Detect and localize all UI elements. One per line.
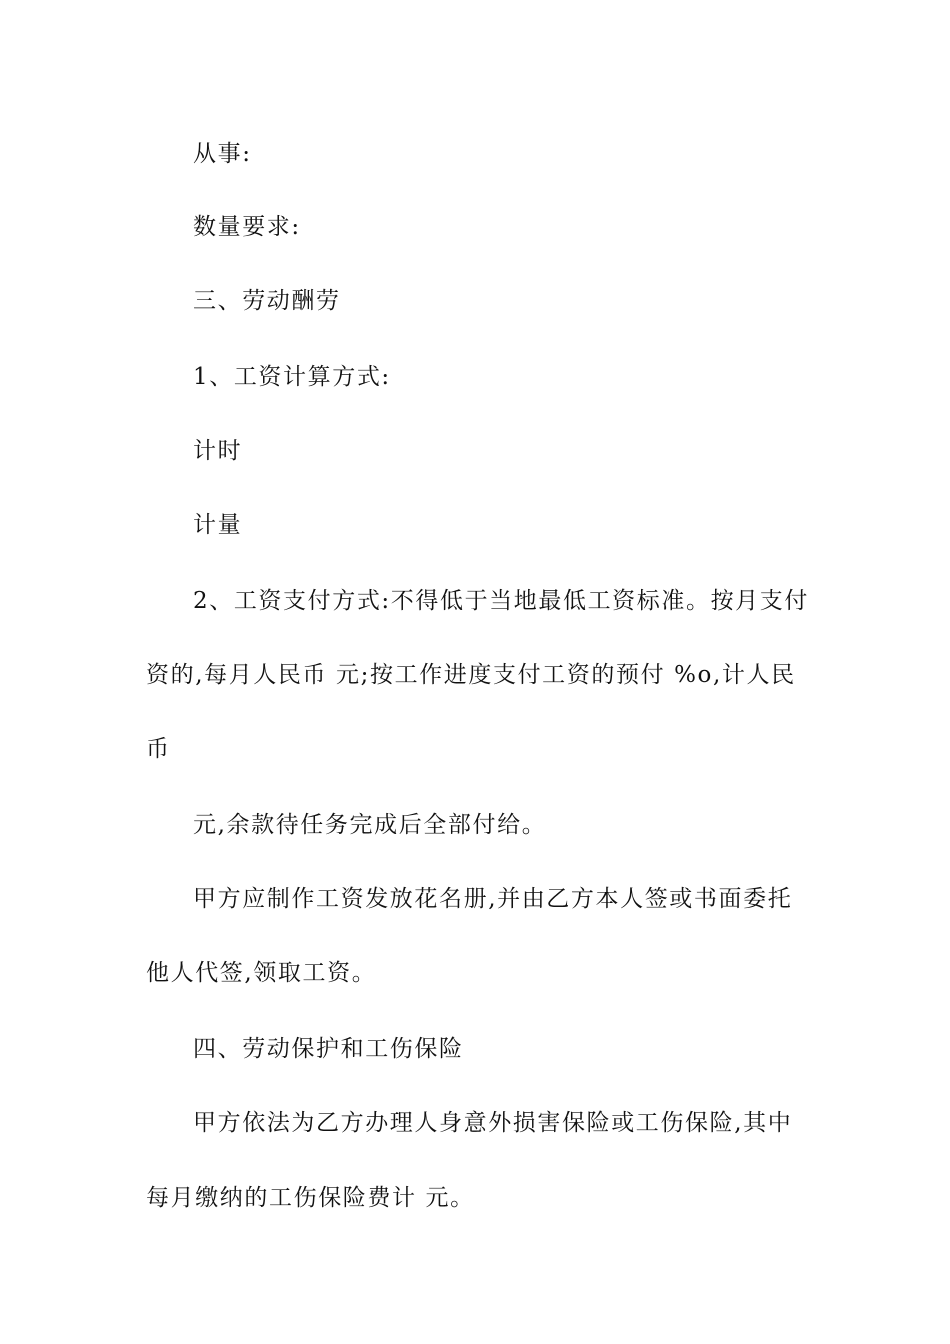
- line-wage-calculation-method: 1、工资计算方式:: [193, 364, 391, 390]
- line-insurance-fee: 每月缴纳的工伤保险费计 元。: [146, 1185, 475, 1211]
- line-payroll-roster: 甲方应制作工资发放花名册,并由乙方本人签或书面委托: [193, 886, 793, 912]
- line-balance-payment: 元,余款待任务完成后全部付给。: [193, 812, 547, 838]
- line-wage-payment-method: 2、工资支付方式:不得低于当地最低工资标准。按月支付: [193, 588, 809, 614]
- line-quantity-requirement: 数量要求:: [193, 214, 301, 240]
- line-proxy-signature: 他人代签,领取工资。: [146, 960, 377, 986]
- line-currency: 币: [146, 736, 171, 762]
- line-time-based: 计时: [193, 438, 243, 464]
- section-heading-labor-remuneration: 三、劳动酬劳: [193, 288, 341, 314]
- section-heading-labor-protection: 四、劳动保护和工伤保险: [193, 1036, 464, 1062]
- line-engage-in: 从事:: [193, 141, 252, 167]
- line-monthly-payment: 资的,每月人民币 元;按工作进度支付工资的预付 %o,计人民: [146, 662, 796, 688]
- line-piece-based: 计量: [193, 512, 243, 538]
- line-insurance: 甲方依法为乙方办理人身意外损害保险或工伤保险,其中: [193, 1110, 793, 1136]
